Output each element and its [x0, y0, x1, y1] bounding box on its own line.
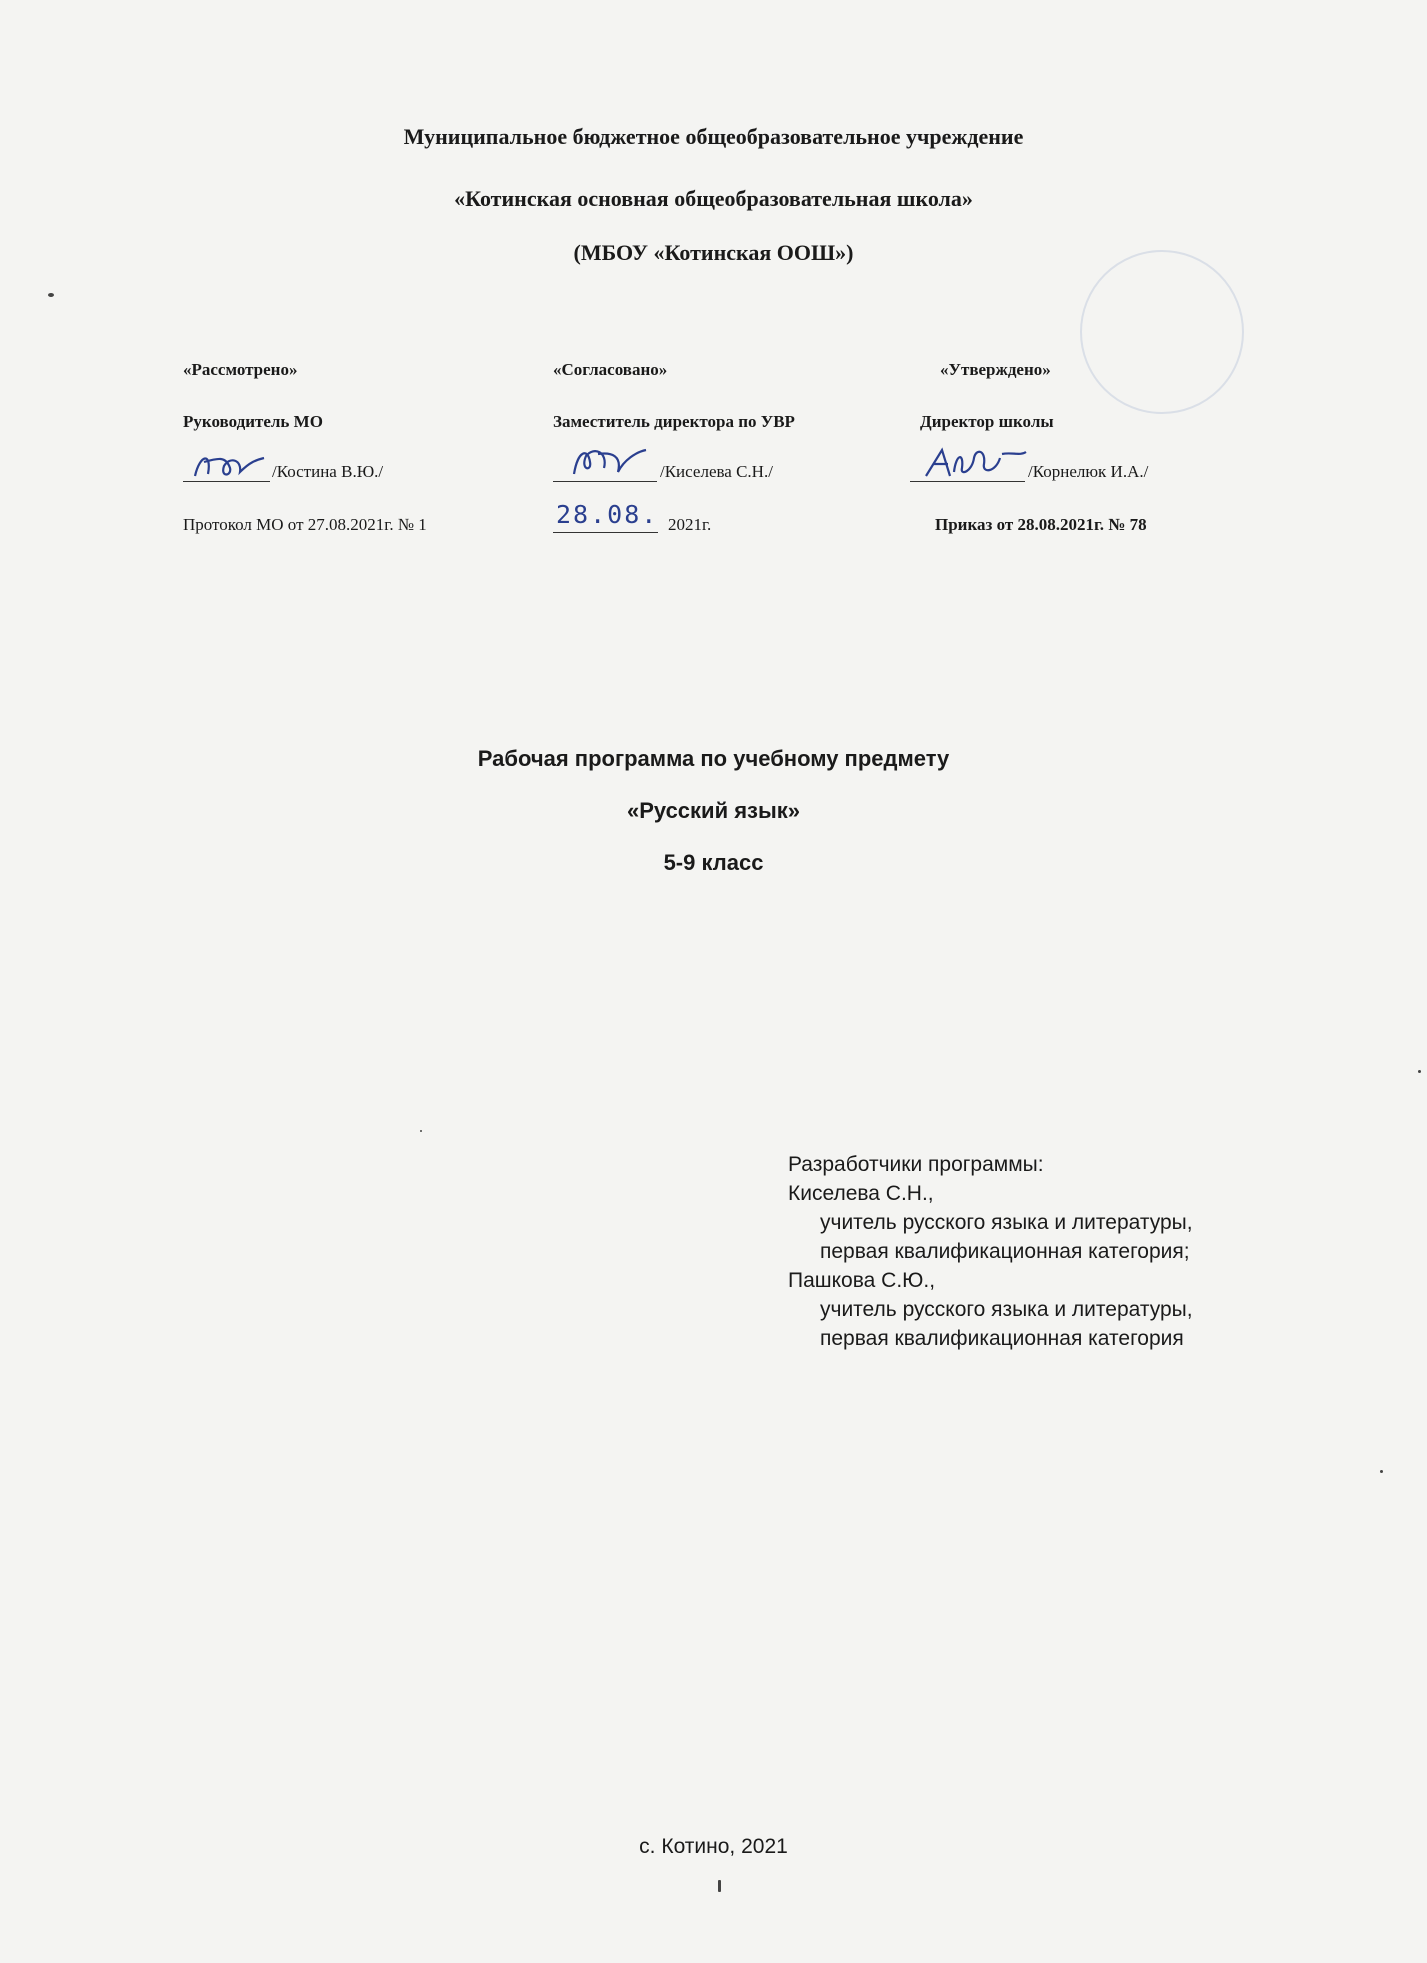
scan-speck: [420, 1130, 422, 1132]
agreed-date-line: [553, 532, 658, 533]
approved-order: Приказ от 28.08.2021г. № 78: [935, 515, 1147, 534]
approved-signature: [920, 442, 1030, 484]
reviewed-name: /Костина В.Ю./: [272, 462, 384, 481]
agreed-handwritten-date: 28.08.: [556, 500, 659, 529]
faint-stamp: [1080, 250, 1244, 414]
org-name-line2: «Котинская основная общеобразовательная школа»: [454, 186, 973, 211]
reviewed-role: Руководитель МО: [183, 412, 323, 431]
org-abbreviation: (МБОУ «Котинская ООШ»): [573, 240, 854, 265]
developer-1-role: учитель русского языка и литературы,: [820, 1211, 1193, 1234]
reviewed-title: «Рассмотрено»: [183, 360, 298, 379]
program-title: Рабочая программа по учебному предмету: [477, 746, 950, 771]
scan-speck: [1380, 1470, 1383, 1473]
developer-1-name: Киселева С.Н.,: [788, 1182, 934, 1205]
agreed-name: /Киселева С.Н./: [660, 462, 773, 481]
program-grades: 5-9 класс: [663, 850, 764, 875]
agreed-role: Заместитель директора по УВР: [553, 412, 795, 431]
developer-2-category: первая квалификационная категория: [820, 1327, 1184, 1350]
program-subject: «Русский язык»: [626, 798, 801, 823]
agreed-signature: [568, 442, 650, 482]
scan-speck: [1418, 1070, 1421, 1073]
approved-title: «Утверждено»: [940, 360, 1051, 379]
approved-name: /Корнелюк И.А./: [1028, 462, 1149, 481]
agreed-title: «Согласовано»: [553, 360, 668, 379]
developer-1-category: первая квалификационная категория;: [820, 1240, 1190, 1263]
place-and-year: с. Котино, 2021: [639, 1835, 788, 1858]
developers-block: [788, 1150, 1193, 1353]
agreed-date-suffix: 2021г.: [668, 515, 712, 534]
org-name-line1: Муниципальное бюджетное общеобразовательное учреждение: [403, 124, 1024, 149]
reviewed-signature: [190, 448, 270, 484]
reviewed-protocol: Протокол МО от 27.08.2021г. № 1: [183, 515, 427, 534]
approved-role: Директор школы: [920, 412, 1054, 431]
developer-2-role: учитель русского языка и литературы,: [820, 1298, 1193, 1321]
scan-speck: [48, 293, 54, 297]
developers-heading: Разработчики программы:: [788, 1153, 1044, 1176]
developer-2-name: Пашкова С.Ю.,: [788, 1269, 936, 1292]
scan-speck: [718, 1880, 721, 1892]
